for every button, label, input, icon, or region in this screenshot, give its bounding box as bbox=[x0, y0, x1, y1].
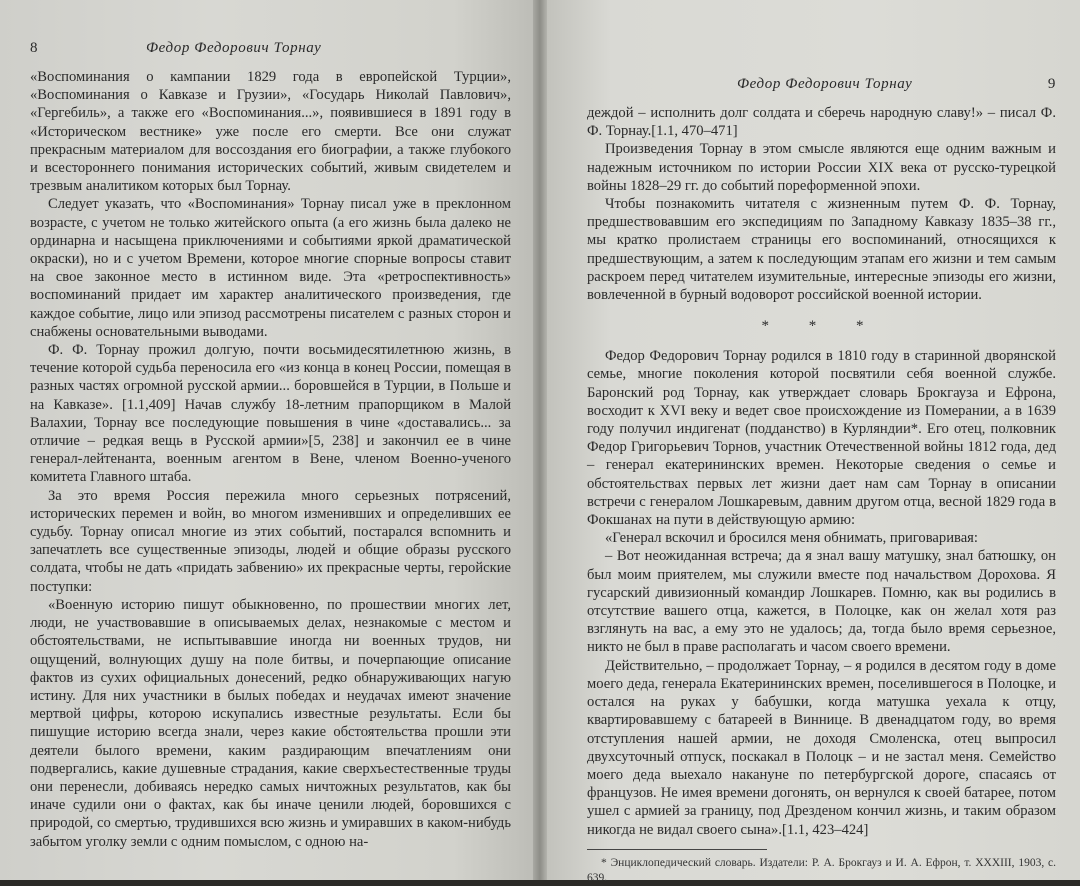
footnote-rule bbox=[587, 849, 767, 850]
paragraph: За это время Россия пережила много серьезных потрясений, исторических перемен и войн, во многом изменивших и определивших ее судьбу. Торнау описал многие из этих событий, постарался вспомнить и запечатлеть все существенные эпизоды, людей и общие образы русского солдата, чтобы не дать «придать забвению» их прекрасные черты, геройские поступки: bbox=[30, 487, 511, 595]
paragraph: Следует указать, что «Воспоминания» Торнау писал уже в преклонном возрасте, с учетом не только житейского опыта (а его жизнь была далеко не ординарна и насыщена приключениями и событиями яркой драматической окраски), но и с учетом Времени, которое многие спорные вопросы ставит на свое законное место в истинном виде. Эта «ретроспективность» воспоминаний придает им характер аналитического произведения, где каждое событие, лицо или эпизод рассмотрены писателем с разных сторон и снабжены основательными выводами. bbox=[30, 196, 511, 340]
paragraph: Чтобы познакомить читателя с жизненным путем Ф. Ф. Торнау, предшествовавшим его экспедициям по Западному Кавказу 1835–38 гг., мы кратко пролистаем страницы его воспоминаний, относящихся к предшествующим, а затем к последующим этапам его жизни и тем самым раскроем перед читателем изумительные, интересные эпизоды его жизни, вовлеченной в бурный водоворот российской военной истории. bbox=[587, 196, 1056, 304]
quote-paragraph: Действительно, – продолжает Торнау, – я родился в десятом году в доме моего деда, генерала Екатерининских времен, поселившегося в Полоцке, и остался на руках у бабушки, когда матушка уехала к отцу, квартировавшему с батареей в Виннице. В двенадцатом году, во время отступления нашей армии, не доходя Смоленска, отец выпросил двухсуточный отпуск, поскакал в Полоцк – и не застал меня. Семейство моего деда выехало накануне по петербургской дороге, спасаясь от французов. Не имея времени догонять, он вернулся к своей батарее, потом ушел с армией за границу, под Дрезденом кончил жизнь, и таким образом никогда не видал своего сына».[1.1, 423–424] bbox=[587, 657, 1056, 838]
paragraph: деждой – исполнить долг солдата и сберечь народную славу!» – писал Ф. Ф. Торнау.[1.1, 470–471] bbox=[587, 105, 1056, 140]
quote-paragraph: – Вот неожиданная встреча; да я знал вашу матушку, знал батюшку, он был моим приятелем, мы служили вместе под начальством Дорохова. Я гусарский дивизионный командир Лошкарев. Помню, как вы родились в отсутствие вашего отца, кажется, в Полоцке, как он желал хотя раз взглянуть на вас, а ему это не удалось; да, тогда было время серьезное, никто не был в праве располагать и часом своего времени. bbox=[587, 548, 1056, 656]
right-page bbox=[547, 0, 1080, 884]
right-running-head bbox=[587, 76, 1056, 94]
book-gutter bbox=[533, 0, 547, 880]
quote-paragraph: «Военную историю пишут обыкновенно, по прошествии многих лет, люди, не участвовавшие в описываемых делах, незнакомые с местом и обстоятельствами, не испытывавшие иногда ни военных трудов, ни ощущений, волнующих душу на поле битвы, и почерпающие описание фактов из сухих официальных донесений, редко обнаруживающих нагую истину. Для них участники в былых победах и неудачах имеют значение мертвой цифры, которою искупались известные результаты. Если бы пишущие историю всегда знали, через какие обстоятельства прошли эти деятели былого времени, каким раздирающим впечатлениям они подвергались, какие душевные страдания, какие сверхъестественные труды они перенесли, добиваясь нередко самых ничтожных результатов, как бы иначе судили они о фактах, как бы иначе ценили людей, боровшихся с природой, со смертью, трудившихся всю жизнь и умиравших в каком-нибудь забытом уголку земли с одним помыслом, с одною на- bbox=[30, 596, 511, 850]
quote-paragraph: «Генерал вскочил и бросился меня обнимать, приговаривая: bbox=[605, 530, 978, 547]
page-number: 8 bbox=[30, 40, 39, 56]
section-separator: * * * bbox=[761, 318, 882, 335]
page-number: 9 bbox=[1047, 76, 1056, 92]
left-running-head bbox=[30, 40, 511, 58]
footnote: * Энциклопедический словарь. Издатели: Р. А. Брокгауз и И. А. Ефрон, т. XXXIII, 1903, с. 639. bbox=[587, 856, 1056, 884]
left-page bbox=[0, 0, 533, 880]
paragraph: Федор Федорович Торнау родился в 1810 году в старинной дворянской семье, многие поколения которой посвятили себя военной службе. Баронский род Торнау, как утверждает словарь Брокгауза и Ефрона, восходит к XVI веку и ведет свое происхождение из Померании, а в 1639 году получил индигенат (подданство) в Курляндии*. Его отец, полковник Федор Григорьевич Торнов, участник Отечественной войны 1812 года, дед – генерал екатерининских времен. Некоторые сведения о семье и обстоятельствах первых лет жизни дает нам сам Торнау в описании встречи с генералом Лошкаревым, давним другом отца, весной 1829 года в Фокшанах на пути в действующую армию: bbox=[587, 348, 1056, 529]
paragraph: Ф. Ф. Торнау прожил долгую, почти восьмидесятилетнюю жизнь, в течение которой судьба переносила его «из конца в конец России, помещая в разных частях огромной русской армии... боровшейся в Турции, в Польше и на Кавказе». [1.1,409] Начав службу 18-летним прапорщиком в Малой Валахии, Торнау все последующие повышения в чине «доставались... за отличие – редкая вещь в Русской армии»[5, 238] и закончил ее в чине генерал-лейтенанта, военным агентом в Вене, членом Военно-ученого комитета Главного штаба. bbox=[30, 342, 511, 486]
paragraph: Произведения Торнау в этом смысле являются еще одним важным и надежным источником по истории России XIX века от русско-турецкой войны 1828–29 гг. до событий пореформенной эпохи. bbox=[587, 141, 1056, 194]
running-head-title: Федор Федорович Торнау bbox=[737, 76, 913, 92]
running-head-title: Федор Федорович Торнау bbox=[146, 40, 322, 56]
paragraph: «Воспоминания о кампании 1829 года в европейской Турции», «Воспоминания о Кавказе и Грузии», «Государь Николай Павлович», «Гергебиль», а также его «Воспоминания...», появившиеся в 1891 году в «Историческом вестнике» уже после его смерти. Все они служат прекрасным материалом для воссоздания его биографии, а также глубокого и всестороннего понимания исторических событий, живым свидетелем и трезвым аналитиком которых был Торнау. bbox=[30, 69, 511, 195]
